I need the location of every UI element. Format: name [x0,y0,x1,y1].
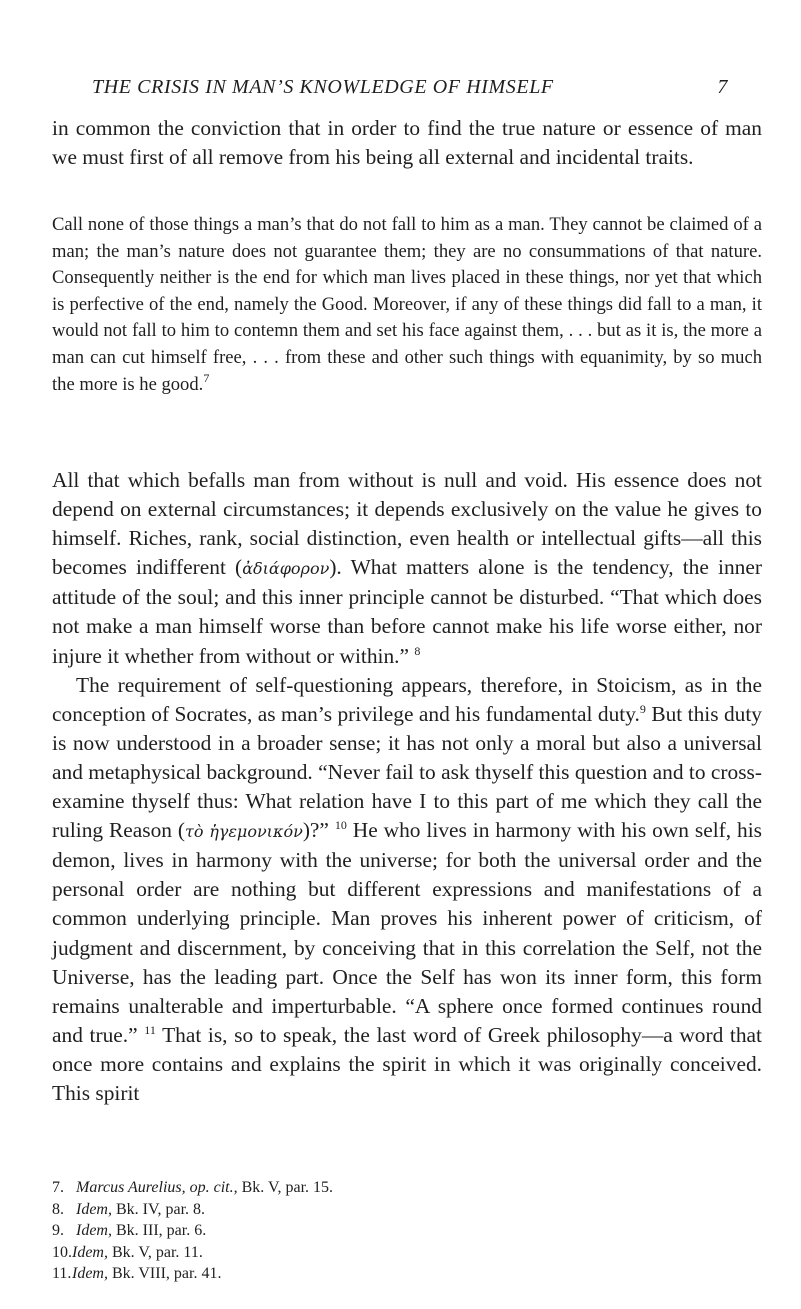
block-quote-paragraph [52,212,762,398]
block-quote-text: Call none of those things a man’s that do not fall to him as a man. They cannot be claimed of a man; the man’s nature does not guarantee them; they are no consummations of that nature. Consequently neither is the end for which man lives placed in these things, nor yet that which is perfective of the end, namely the Good. Moreover, if any of these things did fall to a man, it would not fall to him to contemn them and set his face against them, . . . but as it is, the more a man can cut himself free, . . . from these and other such things with equanimity, by so much the more is he good. [52,214,762,395]
footnote-source: Idem, [76,1200,112,1218]
footnote-source: Idem, [72,1243,108,1261]
running-head-title: THE CRISIS IN MAN’S KNOWLEDGE OF HIMSELF [92,76,554,98]
paragraph-2-text-b: ). What matters alone is the tendency, the inner attitude of the soul; and this inner principle cannot be disturbed. “That which does not make a man himself worse than before cannot make his life worse either, nor injure it whether from without or within.” [52,555,762,668]
greek-term-adiaphoron: ἀδιάφορον [242,559,330,579]
footnote-source: Idem, [76,1222,112,1240]
paragraph-3 [52,671,762,1108]
footnote-number: 7. [52,1179,64,1196]
paragraph-2-text-a: All that which befalls man from without is null and void. His essence does not depend on external circumstances; it depends exclusively on the value he gives to himself. Riches, rank, social distinction, even health or intellectual gifts—all this becomes indifferent ( [52,468,762,580]
paragraph-3-text-c: )?” [302,818,329,843]
paragraph-3-text-a: The requirement of self-questioning appears, therefore, in Stoicism, as in the conception of Socrates, as man’s privilege and his fundamental duty. [52,672,762,726]
paragraph-1-text: in common the conviction that in order to find the true nature or essence of man we must first of all remove from his being all external and incidental traits. [52,116,762,170]
footnote-ref-9: 9 [639,701,646,716]
footnote-locator: Bk. VIII, par. 41. [107,1265,222,1283]
footnote-number: 9. [52,1222,64,1240]
running-head [92,76,728,102]
greek-term-hegemonikon: τὸ ἡγεμονικόν [185,822,303,842]
footnote-locator: Bk. V, par. 15. [237,1179,334,1196]
footnote-ref-8: 8 [414,643,421,658]
footnote-11 [52,1263,752,1285]
paragraph-3-text-e: That is, so to speak, the last word of Greek philosophy—a word that once more contains and explains the spirit in which it was originally conceived. This spirit [52,1022,762,1105]
footnote-ref-11: 11 [144,1022,156,1037]
block-quote [52,212,762,398]
footnote-8 [52,1199,752,1221]
footnotes [52,1177,752,1285]
footnote-10 [52,1242,752,1264]
paragraph-continued [52,114,762,172]
footnote-number: 8. [52,1200,64,1218]
footnote-number: 11. [52,1265,72,1283]
footnote-9 [52,1220,752,1242]
footnote-ref-10: 10 [334,818,347,833]
footnote-locator: Bk. IV, par. 8. [111,1200,206,1218]
footnote-locator: Bk. V, par. 11. [107,1243,203,1261]
footnote-7 [52,1177,752,1199]
footnote-locator: Bk. III, par. 6. [111,1222,207,1240]
footnote-source: Marcus Aurelius, op. cit., [76,1179,238,1196]
footnote-ref-7: 7 [203,370,210,385]
footnote-source: Idem, [72,1265,108,1283]
paragraph-3-text-b: But this duty is now understood in a broader sense; it has not only a moral but also a universal and metaphysical background. “Never fail to ask thyself this question and to cross-examine thyself thus: What relation have I to this part of me which they call the ruling Reason ( [52,701,762,843]
paragraph-3-text-d: He who lives in harmony with his own self, his demon, lives in harmony with the universe; for both the universal order and the personal order are nothing but different expressions and manifestations of a common underlying principle. Man proves his inherent power of criticism, of judgment and discernment, by conceiving that in this correlation the Self, not the Universe, has the leading part. Once the Self has won its inner form, this form remains unalterable and imperturbable. “A sphere once formed continues round and true.” [52,818,763,1047]
paragraph-2 [52,466,762,671]
page-number: 7 [717,76,728,98]
body-text [52,466,762,1108]
footnote-number: 10. [52,1243,72,1261]
